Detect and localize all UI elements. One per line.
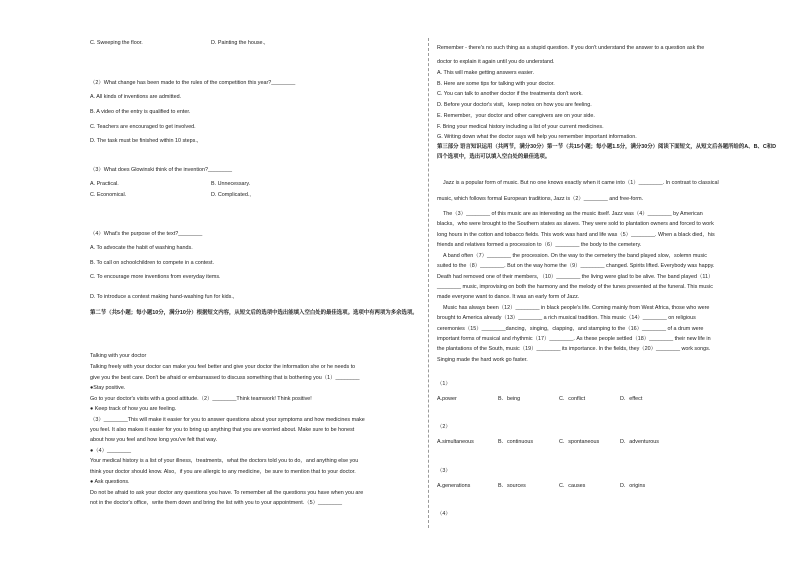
q3-option-d: D. Complicated.,	[211, 192, 251, 198]
q2-option-c: C．spontaneous	[559, 439, 600, 445]
doctor-line: ●（4）________	[90, 448, 132, 454]
jazz-line: The（3）________ of this music are as interesting as the music itself. Jazz was（4）________ by American	[443, 211, 703, 217]
option-d: D. Before your doctor's visit，keep notes on how you are feeling.	[437, 102, 592, 108]
doctor-line: （3）________This will make it easier for you to answer questions about your symptoms and how medicines make	[90, 417, 365, 423]
jazz-line: A band often（7）________ the procession. On the way to the cemetery the band played slow，solemn music	[443, 253, 707, 259]
option-c: C. You can talk to another doctor if the treatments don't work.	[437, 91, 583, 97]
q4-option-a: A. To advocate the habit of washing hands.	[90, 245, 193, 251]
doctor-line: give you the best care. Don't be afraid or embarrassed to discuss something that is bothering you（1）________	[90, 375, 360, 381]
doctor-line: you feel. It also makes it easier for you to bring up anything that you are worried about. Make sure to be honest	[90, 427, 355, 433]
question-1-number: （1）	[437, 381, 451, 387]
q3-option-b: B．sources	[498, 483, 526, 489]
q2-option-d: D. The task must be finished within 10 steps.,	[90, 138, 199, 144]
jazz-line: Death had removed one of their members，（10）________ the living were glad to be alive. The band played（11）	[437, 274, 714, 280]
doctor-line: Do not be afraid to ask your doctor any questions you have. To remember all the questions you have when you are	[90, 490, 364, 496]
jazz-line: long hours in the cotton and tobacco fields. This work was hard and life was（5）________. When a black died，his	[437, 232, 715, 238]
q1-option-d: D．effect	[620, 396, 643, 402]
q1-option-c: C. Sweeping the floor.	[90, 40, 143, 46]
q2-option-d: D．adventurous	[620, 439, 659, 445]
jazz-line: blacks，who were brought to the Southern states as slaves. They were sold to plantation owners and forced to work	[437, 221, 714, 227]
jazz-line: made everyone want to dance. It was an early form of Jazz.	[437, 294, 580, 300]
jazz-line: Jazz is a popular form of music. But no one knows exactly when it came into（1）________. In contrast to classical	[443, 180, 719, 186]
q4-option-d: D. To introduce a contest making hand-washing fun for kids.,	[90, 294, 235, 300]
q3-option-b: B. Unnecessary.	[211, 181, 251, 187]
option-e: E. Remember，your doctor and other caregivers are on your side.	[437, 113, 595, 119]
option-b: B. Here are some tips for talking with your doctor.	[437, 81, 555, 87]
q3-option-c: C．causes	[559, 483, 586, 489]
jazz-line: brought to America already（13）________ a rich musical tradition. This music（14）________ on religious	[437, 315, 696, 321]
section-2-heading: 第二节（共5小题；每小题10分，满分10分）根据短文内容，从短文后的选项中选出能填入空白处的最佳选项。选项中有两项为多余选项。	[90, 310, 418, 316]
q3-question: （3）What does Glowinski think of the invention?________	[90, 167, 233, 173]
q1-option-d: D. Painting the house.,	[211, 40, 266, 46]
q3-option-c: C. Economical.	[90, 192, 127, 198]
doctor-line: think your doctor should know. Also，if you are allergic to any medicine，be sure to mention that to your doctor.	[90, 469, 356, 475]
q2-option-c: C. Teachers are encouraged to get involved.	[90, 124, 196, 130]
option-g: G. Writing down what the doctor says will help you remember important information.	[437, 134, 637, 140]
q4-option-b: B. To call on schoolchildren to compete in a contest.	[90, 260, 214, 266]
q2-option-a: A. All kinds of inventions are admitted.	[90, 94, 182, 100]
doctor-passage-title: Talking with your doctor	[90, 353, 147, 359]
q1-option-a: A.power	[437, 396, 457, 402]
question-3-number: （3）	[437, 468, 451, 474]
q4-option-c: C. To encourage more inventions from everyday items.	[90, 274, 221, 280]
jazz-line: friends and relatives formed a procession to（6）________ the body to the cemetery.	[437, 242, 642, 248]
q2-option-b: B．continuous	[498, 439, 534, 445]
doctor-line: not in the doctor's office，write them down and bring the list with you to your appointment.（5）________	[90, 500, 343, 506]
q1-option-b: B．being	[498, 396, 521, 402]
jazz-line: ceremonies（15）________dancing，singing，clapping，and stamping to the（16）________ of a drum were	[437, 326, 704, 332]
doctor-line: ● Ask questions.	[90, 479, 130, 485]
column-divider	[428, 38, 429, 528]
q2-question: （2）What change has been made to the rules of the competition this year?________	[90, 80, 296, 86]
remember-line: doctor to explain it again until you do understand.	[437, 59, 555, 65]
remember-line: Remember - there's no such thing as a stupid question. If you don't understand the answer to a question ask the	[437, 45, 705, 51]
q2-option-a: A.simultaneous	[437, 439, 474, 445]
q3-option-a: A.generations	[437, 483, 471, 489]
jazz-line: music, which follows formal European traditions, Jazz is（2）________ and free-form.	[437, 196, 644, 202]
question-2-number: （2）	[437, 424, 451, 430]
q3-option-a: A. Practical.	[90, 181, 119, 187]
option-a: A. This will make getting answers easier.	[437, 70, 534, 76]
doctor-line: about how you feel and how long you've felt that way.	[90, 437, 218, 443]
doctor-line: Go to your doctor's visits with a good attitude.（2）________Think teamwork! Think positive!	[90, 396, 312, 402]
jazz-line: Music has always been（12）________ in black people's life. Coming mainly from West Africa, those who were	[443, 305, 710, 311]
question-4-number: （4）	[437, 511, 451, 517]
q1-option-c: C．conflict	[559, 396, 586, 402]
doctor-line: Talking freely with your doctor can make you feel better and give your doctor the information she or he needs to	[90, 364, 356, 370]
doctor-line: ● Keep track of how you are feeling.	[90, 406, 177, 412]
jazz-line: important forms of musical and rhythmic（17）________. As these people settled（18）________ their new life in	[437, 336, 711, 342]
doctor-line: Your medical history is a list of your illness，treatments，what the doctors told you to do，and anything else you	[90, 458, 359, 464]
option-f: F. Bring your medical history including a list of your current medicines.	[437, 124, 604, 130]
doctor-line: ●Stay positive.	[90, 385, 126, 391]
jazz-line: the plantations of the South, music（19）________ its importance. In the fields, they（20）________ work songs.	[437, 346, 711, 352]
q4-question: （4）What's the purpose of the text?________	[90, 231, 203, 237]
jazz-line: Singing made the hard work go faster.	[437, 357, 528, 363]
jazz-line: ________ music, improvising on both the harmony and the melody of the tunes presented at the funeral. This music	[437, 284, 713, 290]
section-3-heading: 第三部分 语言知识运用（共两节，满分30分）第一节（共15小题；每小题1.5分，满分30分）阅读下面短文，从短文后各题所给的A、B、C和D四个选项中，选出可以填入空白处的最佳选项。	[437, 144, 777, 160]
jazz-line: suited to the（8）________. But on the way home the（9）________ changed. Spirits lifted. Everybody was happy.	[437, 263, 715, 269]
q3-option-d: D．origins	[620, 483, 646, 489]
q2-option-b: B. A video of the entry is qualified to enter.	[90, 109, 191, 115]
